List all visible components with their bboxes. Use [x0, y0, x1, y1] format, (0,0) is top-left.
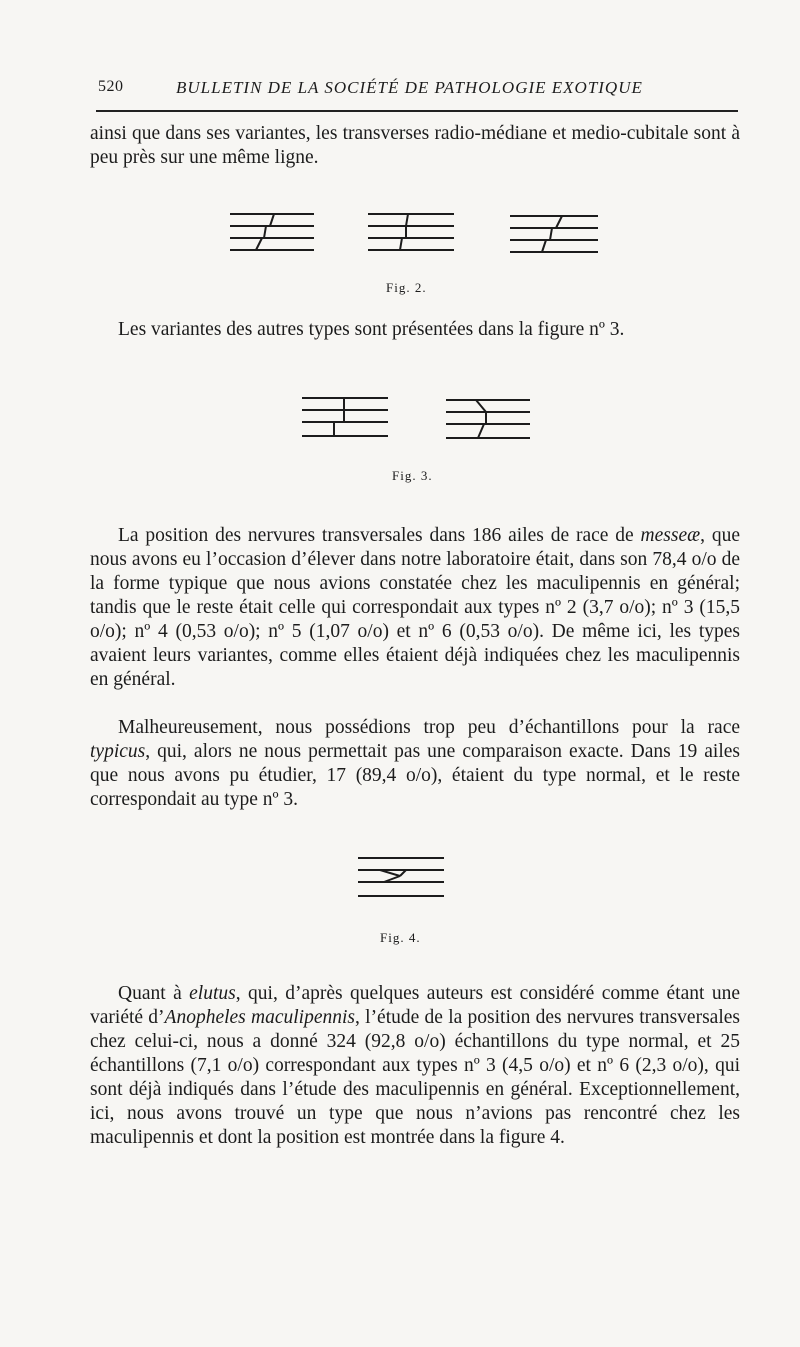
- paragraph-4-text-b: , qui, alors ne nous permettait pas une comparaison exacte. Dans 19 ailes que nous avons pu étudier, 17 (89,4 o/o), étaient du type normal, et le reste correspondait au type nº 3.: [90, 741, 740, 810]
- paragraph-2-text: Les variantes des autres types sont présentées dans la figure nº 3.: [118, 319, 625, 340]
- paragraph-3-text-b: , que nous avons eu l’occasion d’élever dans notre laboratoire était, dans son 78,4 o/o de la forme typique que nous avions constatée chez les maculipennis en général; tandis que le reste était celle qui correspondait aux types nº 2 (3,7 o/o); nº 3 (15,5 o/o); nº 4 (0,53 o/o); nº 5 (1,07 o/o) et nº 6 (0,53 o/o). De même ici, les types avaient leurs variantes, comme elles étaient déjà indiquées chez les maculipennis en général.: [90, 525, 741, 690]
- figure-2-caption: Fig. 2.: [386, 280, 427, 295]
- figure-3-diagram: [300, 392, 534, 446]
- figure-4-caption: Fig. 4.: [380, 930, 421, 945]
- figure-4: [356, 852, 448, 902]
- paragraph-5-species-2: Anopheles maculipennis: [164, 1007, 356, 1028]
- paragraph-5-text-b: , qui, d’après quelques auteurs est considéré comme étant une variété d’: [90, 983, 740, 1028]
- figure-3: [300, 392, 534, 446]
- figure-2: [226, 208, 602, 260]
- paragraph-1: [90, 122, 740, 170]
- paragraph-3-text-a: La position des nervures transversales dans 186 ailes de race de: [118, 525, 641, 546]
- figure-3-caption: Fig. 3.: [392, 468, 433, 483]
- paragraph-4: [90, 716, 740, 812]
- paragraph-5: [90, 982, 740, 1150]
- paragraph-2: [90, 318, 740, 342]
- page-number: 520: [98, 78, 124, 95]
- figure-4-diagram: [356, 852, 448, 902]
- paragraph-3-species: messeæ: [640, 525, 701, 546]
- page-header: [98, 78, 738, 104]
- paragraph-5-species-1: elutus: [189, 983, 236, 1004]
- paragraph-3: [90, 524, 740, 692]
- figure-2-diagram: [226, 208, 602, 260]
- paragraph-5-text-c: , l’étude de la position des nervures transversales chez celui-ci, nous a donné 324 (92,8 o/o) échantillons du type normal, et 25 échantillons (7,1 o/o) correspondant aux types nº 3 (4,5 o/o) et nº 6 (2,3 o/o), qui sont déjà indiqués dans l’étude des maculipennis en général. Exceptionnellement, ici, nous avons trouvé un type que nous n’avions pas rencontré chez les maculipennis et dont la position est montrée dans la figure 4.: [90, 1007, 740, 1148]
- paragraph-4-species: typicus: [90, 741, 146, 762]
- running-title: BULLETIN DE LA SOCIÉTÉ DE PATHOLOGIE EXOTIQUE: [176, 78, 643, 97]
- paragraph-5-text-a: Quant à: [118, 983, 190, 1004]
- paragraph-4-text-a: Malheureusement, nous possédions trop peu d’échantillons pour la race: [118, 717, 740, 738]
- paragraph-1-text: ainsi que dans ses variantes, les transverses radio-médiane et medio-cubitale sont à peu près sur une même ligne.: [90, 123, 740, 168]
- header-rule: [96, 110, 738, 112]
